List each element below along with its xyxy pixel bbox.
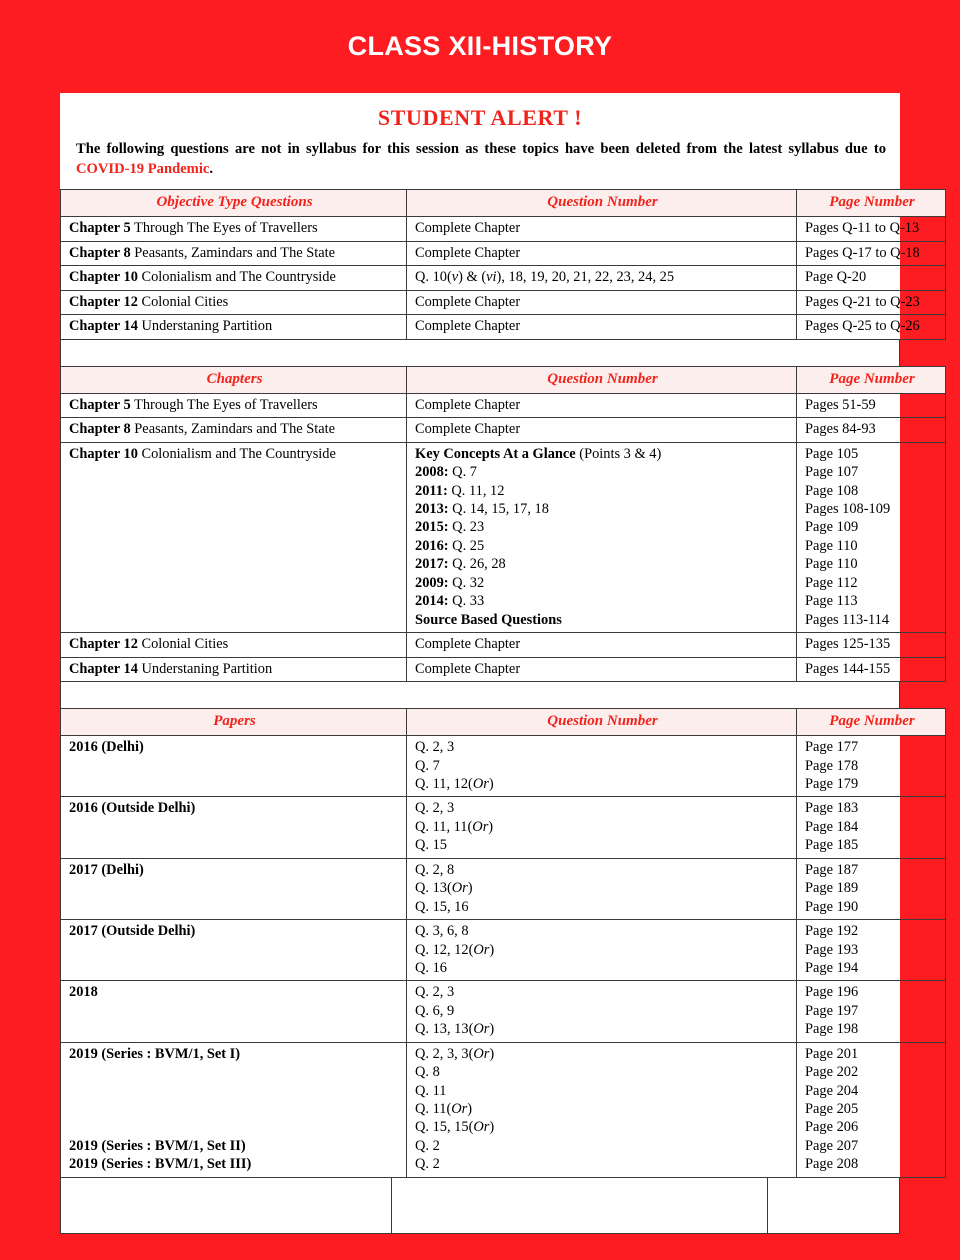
cell-line: Page 190 — [805, 898, 859, 915]
page-cell: Pages Q-17 to Q-18 — [797, 241, 946, 265]
cell-line: Page 196 — [805, 984, 859, 1001]
cell-line: Q. 2, 3, 3(Or) — [415, 1045, 495, 1062]
table-row — [61, 920, 946, 981]
page-cell: Pages 51-59 — [797, 393, 946, 417]
alert-text-after: . — [209, 161, 214, 178]
cell-line: Page 108 — [805, 482, 859, 499]
table-header-row — [61, 366, 946, 393]
page-cell-multiline — [797, 1042, 946, 1177]
cell-line: 2018 — [69, 984, 98, 1001]
chapter-title: Colonialism and The Countryside — [137, 269, 336, 286]
column-header-page-number: Page Number — [797, 366, 946, 393]
chapter-cell — [61, 266, 407, 290]
cell-line: Q. 15 — [415, 837, 447, 854]
table-row — [61, 393, 946, 417]
table-row — [61, 418, 946, 442]
cell-line: Pages 113-114 — [805, 611, 890, 628]
cell-line: Page 107 — [805, 464, 859, 481]
cell-line: Page 105 — [805, 445, 859, 462]
chapter-label: Chapter 8 — [69, 421, 131, 438]
cell-line: Page 177 — [805, 739, 859, 756]
chapter-cell — [61, 241, 407, 265]
table-row — [61, 442, 946, 632]
column-header-question-number: Question Number — [407, 190, 797, 217]
chapter-label: Chapter 12 — [69, 293, 138, 310]
column-header-objective-type-questions: Objective Type Questions — [61, 190, 407, 217]
table-spacer — [60, 682, 900, 708]
page-cell-multiline — [797, 981, 946, 1042]
cell-line: Q. 2, 3 — [415, 739, 455, 756]
table-spacer — [60, 340, 900, 366]
cell-line: Page 109 — [805, 519, 859, 536]
cell-line: Page 112 — [805, 574, 858, 591]
cell-line: 2016 (Outside Delhi) — [69, 800, 196, 817]
chapter-title: Peasants, Zamindars and The State — [130, 244, 336, 261]
cell-line: 2017 (Outside Delhi) — [69, 923, 196, 940]
chapter-title: Understaning Partition — [137, 660, 273, 677]
page-cell-multiline — [797, 797, 946, 858]
column-header-chapters: Chapters — [61, 366, 407, 393]
cell-line: Q. 11 — [415, 1082, 447, 1099]
cell-line: Q. 11, 11(Or) — [415, 818, 494, 835]
question-cell-multiline — [407, 797, 797, 858]
cell-line: Page 204 — [805, 1082, 859, 1099]
column-header-question-number: Question Number — [407, 366, 797, 393]
cell-line: Q. 6, 9 — [415, 1002, 455, 1019]
cell-line: Page 208 — [805, 1156, 859, 1173]
cell-line: Page 207 — [805, 1137, 859, 1154]
chapter-title: Understaning Partition — [137, 318, 273, 335]
cell-line: Q. 2, 8 — [415, 861, 455, 878]
question-cell: Complete Chapter — [407, 633, 797, 657]
covid-highlight: COVID-19 Pandemic — [76, 161, 210, 178]
chapter-label: Chapter 10 — [69, 445, 138, 462]
cell-line: Page 187 — [805, 861, 859, 878]
page-cell-multiline — [797, 736, 946, 797]
page-cell: Pages Q-21 to Q-23 — [797, 290, 946, 314]
paper-cell — [61, 981, 407, 1042]
cell-line: Page 197 — [805, 1002, 859, 1019]
table-row — [61, 1042, 946, 1177]
cell-line: Q. 2 — [415, 1156, 440, 1173]
table-footer-blank-row — [60, 1178, 900, 1234]
table-row — [61, 217, 946, 241]
page-cell: Page Q-20 — [797, 266, 946, 290]
table-row — [61, 266, 946, 290]
cell-line: Q. 11(Or) — [415, 1101, 473, 1117]
cell-line: Page 185 — [805, 837, 859, 854]
table-header-row — [61, 708, 946, 735]
cell-line: Page 178 — [805, 757, 859, 774]
papers-table — [60, 708, 946, 1178]
question-cell-multiline — [407, 858, 797, 919]
cell-line: Page 198 — [805, 1021, 859, 1038]
student-alert-body — [60, 135, 900, 189]
chapter-label: Chapter 5 — [69, 220, 131, 237]
chapter-cell — [61, 217, 407, 241]
cell-line: Q. 15, 15(Or) — [415, 1119, 495, 1136]
paper-cell — [61, 736, 407, 797]
column-header-question-number: Question Number — [407, 708, 797, 735]
chapter-label: Chapter 5 — [69, 396, 131, 413]
cell-line: Q. 8 — [415, 1064, 440, 1081]
chapter-label: Chapter 12 — [69, 636, 138, 653]
cell-line: Page 110 — [805, 537, 858, 554]
question-cell: Complete Chapter — [407, 315, 797, 339]
cell-line: 2016 (Delhi) — [69, 739, 144, 756]
cell-line: Q. 12, 12(Or) — [415, 941, 495, 958]
page-cell: Pages Q-11 to Q-13 — [797, 217, 946, 241]
table-row — [61, 315, 946, 339]
chapter-label: Chapter 10 — [69, 269, 138, 286]
footer-cell-1 — [61, 1178, 392, 1233]
chapter-label: Chapter 8 — [69, 244, 131, 261]
student-alert-heading: STUDENT ALERT ! — [377, 105, 583, 130]
cell-line: Page 194 — [805, 959, 859, 976]
cell-line: Page 201 — [805, 1045, 859, 1062]
chapter-title: Through The Eyes of Travellers — [130, 396, 318, 413]
column-header-page-number: Page Number — [797, 708, 946, 735]
footer-cell-3 — [768, 1178, 899, 1233]
cell-line: Q. 13(Or) — [415, 880, 473, 897]
cell-line — [69, 1082, 400, 1100]
cell-line: 2011: Q. 11, 12 — [415, 482, 505, 499]
cell-line: 2017 (Delhi) — [69, 861, 144, 878]
cell-line: Pages 108-109 — [805, 501, 891, 517]
page-cell-multiline — [797, 858, 946, 919]
cell-line: Q. 2, 3 — [415, 800, 455, 817]
paper-cell — [61, 920, 407, 981]
cell-line: 2014: Q. 33 — [415, 593, 485, 610]
document-page — [60, 93, 920, 1200]
cell-line: Q. 11, 12(Or) — [415, 776, 494, 792]
cell-line: Page 205 — [805, 1101, 859, 1117]
table-row — [61, 657, 946, 681]
table-row — [61, 633, 946, 657]
table-header-row — [61, 190, 946, 217]
chapter-cell — [61, 418, 407, 442]
page-cell: Pages Q-25 to Q-26 — [797, 315, 946, 339]
cell-line: 2019 (Series : BVM/1, Set III) — [69, 1156, 252, 1173]
chapter-cell — [61, 633, 407, 657]
cell-line: Q. 7 — [415, 757, 440, 774]
question-cell: Complete Chapter — [407, 217, 797, 241]
cell-line: Page 113 — [805, 593, 858, 610]
cell-line: Q. 16 — [415, 959, 447, 976]
cell-line: Page 189 — [805, 880, 859, 897]
cell-line: 2019 (Series : BVM/1, Set I) — [69, 1045, 241, 1062]
page-title: CLASS XII-HISTORY — [347, 31, 613, 61]
cell-line: Source Based Questions — [415, 611, 562, 628]
cell-line: Page 193 — [805, 941, 859, 958]
page-cell: Pages 125-135 — [797, 633, 946, 657]
cell-line: Q. 2 — [415, 1137, 440, 1154]
cell-line: Page 206 — [805, 1119, 859, 1136]
cell-line — [69, 1118, 400, 1136]
question-cell-multiline — [407, 442, 797, 632]
column-header-papers: Papers — [61, 708, 407, 735]
cell-line: 2009: Q. 32 — [415, 574, 485, 591]
cell-line: Page 202 — [805, 1064, 859, 1081]
chapter-cell — [61, 393, 407, 417]
column-header-page-number: Page Number — [797, 190, 946, 217]
chapter-cell — [61, 315, 407, 339]
cell-line: 2008: Q. 7 — [415, 464, 477, 481]
table-row — [61, 241, 946, 265]
cell-line: 2017: Q. 26, 28 — [415, 556, 506, 573]
cell-line: Page 179 — [805, 776, 859, 792]
cell-line: Q. 2, 3 — [415, 984, 455, 1001]
chapter-title: Colonial Cities — [137, 636, 229, 653]
paper-cell — [61, 797, 407, 858]
question-cell-multiline — [407, 1042, 797, 1177]
cell-line: 2019 (Series : BVM/1, Set II) — [69, 1137, 246, 1154]
question-cell-multiline — [407, 981, 797, 1042]
question-cell: Complete Chapter — [407, 290, 797, 314]
cell-line: 2013: Q. 14, 15, 17, 18 — [415, 501, 549, 517]
page-banner — [0, 0, 960, 93]
objective-type-questions-table — [60, 189, 946, 339]
chapter-title: Peasants, Zamindars and The State — [130, 421, 336, 438]
page-cell: Pages 84-93 — [797, 418, 946, 442]
cell-line — [69, 1100, 400, 1118]
footer-cell-2 — [392, 1178, 768, 1233]
alert-text-before: The following questions are not in syllabus for this session as these topics have been deleted from the latest syllabus due to — [76, 141, 886, 157]
question-cell-multiline — [407, 736, 797, 797]
cell-line: Q. 15, 16 — [415, 898, 469, 915]
cell-line: 2016: Q. 25 — [415, 537, 485, 554]
chapter-title: Colonial Cities — [137, 293, 229, 310]
cell-line: Page 183 — [805, 800, 859, 817]
cell-line: Key Concepts At a Glance (Points 3 & 4) — [415, 445, 662, 462]
chapter-cell — [61, 657, 407, 681]
table-row — [61, 797, 946, 858]
chapter-cell — [61, 442, 407, 632]
question-cell: Complete Chapter — [407, 393, 797, 417]
cell-line — [69, 1063, 400, 1081]
chapter-cell — [61, 290, 407, 314]
question-cell: Complete Chapter — [407, 418, 797, 442]
table-row — [61, 981, 946, 1042]
paper-cell — [61, 858, 407, 919]
question-cell-multiline — [407, 920, 797, 981]
chapters-table — [60, 366, 946, 682]
table-row — [61, 736, 946, 797]
cell-line: Page 192 — [805, 923, 859, 940]
paper-cell — [61, 1042, 407, 1177]
cell-line: Q. 3, 6, 8 — [415, 923, 469, 940]
table-row — [61, 290, 946, 314]
question-cell: Complete Chapter — [407, 241, 797, 265]
page-cell: Pages 144-155 — [797, 657, 946, 681]
cell-line: 2015: Q. 23 — [415, 519, 485, 536]
page-cell-multiline — [797, 920, 946, 981]
table-row — [61, 858, 946, 919]
question-cell: Q. 10(v) & (vi), 18, 19, 20, 21, 22, 23, 24, 25 — [407, 266, 797, 290]
chapter-title: Colonialism and The Countryside — [137, 445, 336, 462]
chapter-title: Through The Eyes of Travellers — [130, 220, 318, 237]
chapter-label: Chapter 14 — [69, 660, 138, 677]
chapter-label: Chapter 14 — [69, 318, 138, 335]
cell-line: Page 110 — [805, 556, 858, 573]
question-cell: Complete Chapter — [407, 657, 797, 681]
cell-line: Page 184 — [805, 818, 859, 835]
page-cell-multiline — [797, 442, 946, 632]
cell-line: Q. 13, 13(Or) — [415, 1021, 495, 1038]
